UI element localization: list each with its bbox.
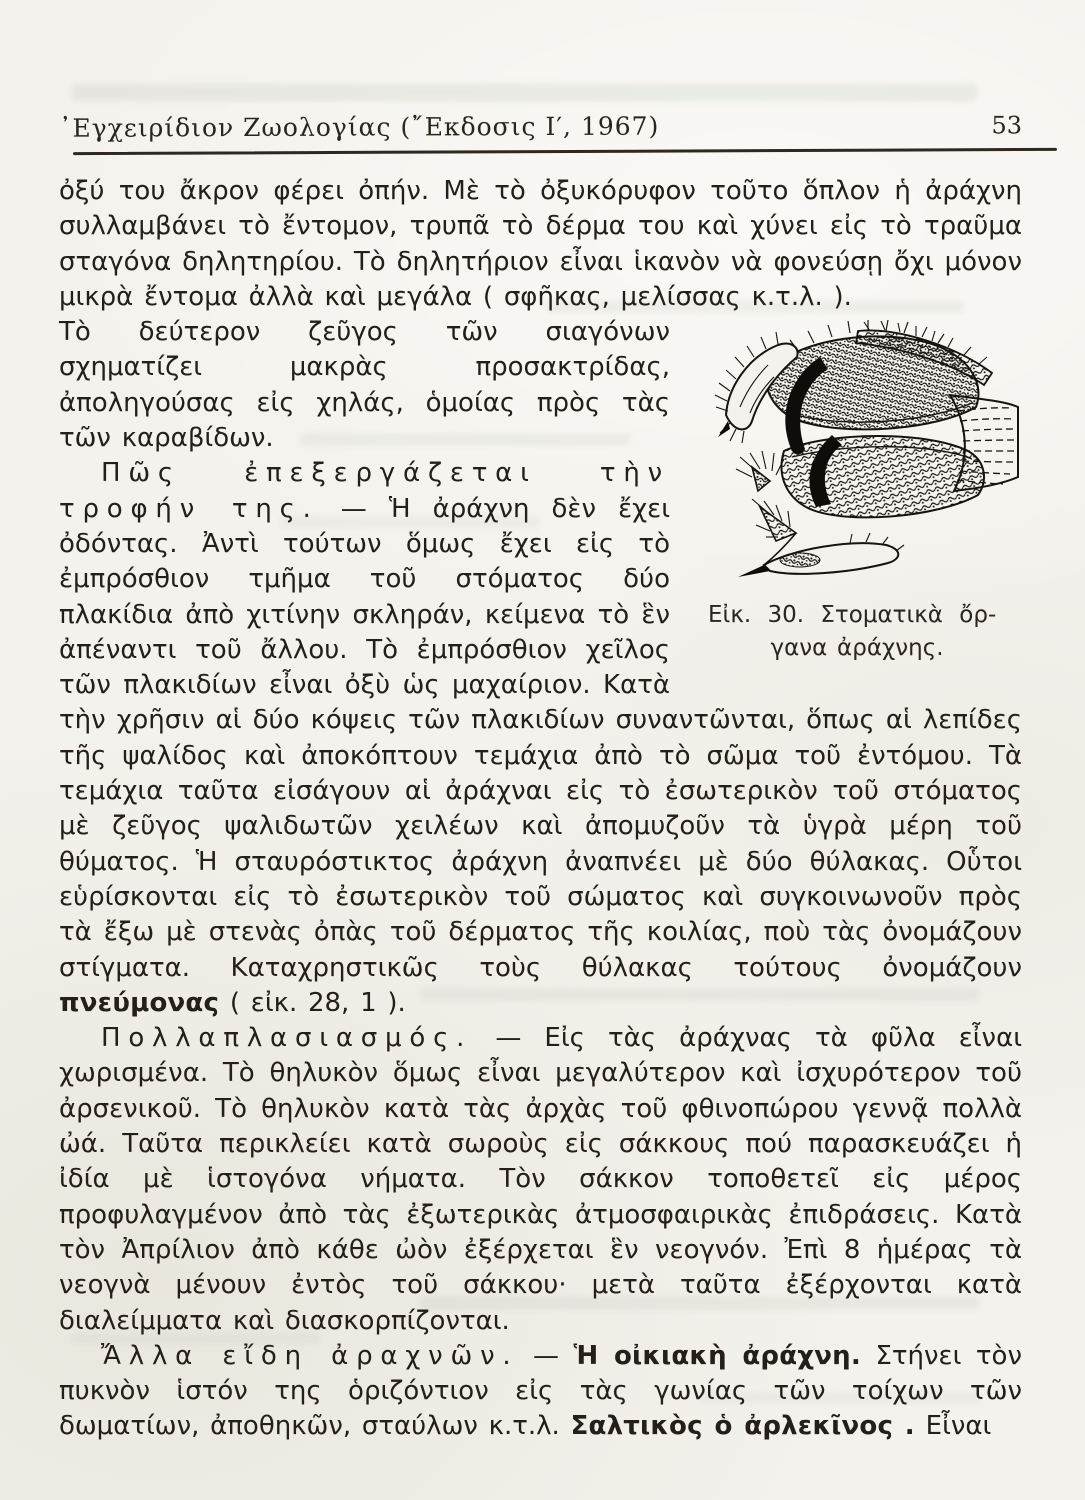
paragraph-text: Ἡ ἀράχνη δὲν ἔχει ὀδόντας. Ἀντὶ τούτων ὅμως ἔχει εἰς τὸ ἐμπρόσθιον τμῆμα τοῦ στόματος δύο πλακίδια ἀπὸ χιτίνην σκληράν, κείμενα τὸ ἓν ἀπέναντι τοῦ ἄλλου. Τὸ ἐμπρόσθιον χεῖλος τῶν πλακιδίων εἶναι ὀξὺ ὡς μαχαίριον. Κατὰ τὴν χρῆσιν αἱ δύο κόψεις τῶν πλακιδίων συναντῶνται, ὅπως αἱ λεπίδες τῆς ψαλίδος καὶ ἀποκόπτουν τεμάχια ἀπὸ τὸ σῶμα τοῦ ἐντόμου. Τὰ τεμάχια ταῦτα εἰσάγουν αἱ ἀράχναι εἰς τὸ ἐσωτερικὸν τοῦ στόματος μὲ ζεῦγος ψαλιδωτῶν χειλέων καὶ ἀπομυζοῦν τὰ ὑγρὰ μέρη τοῦ θύματος. Ἡ σταυρόστικτος ἀράχνη ἀναπνέει μὲ δύο θύλακας. Οὗτοι εὑρίσκονται εἰς τὸ ἐσωτερικὸν τοῦ σώματος καὶ συγκοινωνοῦν πρὸς τὰ ἔξω μὲ στενὰς ὀπὰς τοῦ δέρματος τῆς κοιλίας, ποὺ τὰς ὀνομάζουν στίγματα. Καταχρηστικῶς τοὺς θύλακας τούτους ὀνομάζουν [59, 493, 1022, 983]
paragraph-continuation [59, 174, 1022, 315]
dash: — [318, 493, 389, 524]
figure-caption-line2: γανα ἀράχνης. [770, 635, 944, 662]
paragraph-text: Τὸ δεύτερον ζεῦγος τῶν σιαγόνων σχηματίζει μακρὰς προσακτρίδας, ἀποληγούσας εἰς χηλάς, ὁμοίας πρὸς τὰς τῶν καραβίδων. [59, 317, 670, 454]
body-text [59, 174, 1022, 1445]
section-heading-other-species: Ἄλλα εἴδη ἀραχνῶν. [101, 1340, 519, 1371]
term-salticus-harlequin: Σαλτικὸς ὁ ἀρλεκῖνος . [570, 1411, 915, 1442]
paragraph-text: Στήνει τὸν πυκνὸν ἱστόν της ὁριζόντιον εἰς τὰς γωνίας τῶν τοίχων τῶν δωματίων, ἀποθηκῶν, σταύλων κ.τ.λ. [59, 1340, 1022, 1442]
paragraph-other-species [59, 1339, 1022, 1445]
paragraph-reproduction [59, 1021, 1022, 1339]
figure-30 [692, 319, 1022, 665]
section-heading-feeding: Πῶς ἐπεξεργάζεται τὴν τροφήν της. [59, 458, 670, 524]
dash: — [472, 1023, 545, 1054]
running-head [59, 110, 1022, 142]
figure-caption [692, 599, 1022, 665]
bleedthrough-ghost [72, 84, 977, 101]
header-rule [73, 148, 1057, 155]
figure-caption-line1: Εἰκ. 30. Στοματικὰ ὄρ- [708, 602, 997, 629]
paragraph-text: Εἶναι [914, 1411, 992, 1442]
term-pneumones: πνεύμονας [59, 987, 220, 1018]
paragraph-text: ( εἰκ. 28, 1 ). [219, 987, 406, 1018]
page-number: 53 [991, 111, 1023, 140]
paragraph-text: Εἰς τὰς ἀράχνας τὰ φῦλα εἶναι χωρισμένα. Τὸ θηλυκὸν ὅμως εἶναι μεγαλύτερον καὶ ἰσχυρότερον τοῦ ἀρσενικοῦ. Τὸ θηλυκὸν κατὰ τὰς ἀρχὰς τοῦ φθινοπώρου γεννᾷ πολλὰ ὠά. Ταῦτα περικλείει κατὰ σωροὺς εἰς σάκκους πού παρασκευάζει ἡ ἰδία μὲ ἱστογόνα νήματα. Τὸν σάκκον τοποθετεῖ εἰς μέρος προφυλαγμένον ἀπὸ τὰς ἐξωτερικὰς ἀτμοσφαιρικὰς ἐπιδράσεις. Κατὰ τὸν Ἀπρίλιον ἀπὸ κάθε ὠὸν ἐξέρχεται ἓν νεογνόν. Ἐπὶ 8 ἡμέρας τὰ νεογνὰ μένουν ἐντὸς τοῦ σάκκου· μετὰ ταῦτα ἐξέρχονται κατὰ διαλείμματα καὶ διασκορπίζονται. [59, 1023, 1023, 1336]
term-house-spider: Ἡ οἰκιακὴ ἀράχνη. [573, 1340, 861, 1371]
section-heading-reproduction: Πολλαπλασιασμός. [101, 1023, 473, 1054]
book-title: ᾿Εγχειρίδιον Ζωολογίας (῎Εκδοσις Ι′, 1967) [58, 111, 660, 143]
paragraph-text: ὀξύ του ἄκρον φέρει ὀπήν. Μὲ τὸ ὀξυκόρυφον τοῦτο ὅπλον ἡ ἀράχνη συλλαμβάνει τὸ ἔντομον, τρυπᾶ τὸ δέρμα του καὶ χύνει εἰς τὸ τραῦμα σταγόνα δηλητηρίου. Τὸ δηλητήριον εἶναι ἱκανὸν νὰ φονεύσῃ ὄχι μόνον μικρὰ ἔντομα ἀλλὰ καὶ μεγάλα ( σφῆκας, μελίσσας κ.τ.λ. ). [59, 176, 1022, 312]
spider-mouthparts-illustration [700, 319, 1022, 587]
dash: — [518, 1340, 574, 1371]
